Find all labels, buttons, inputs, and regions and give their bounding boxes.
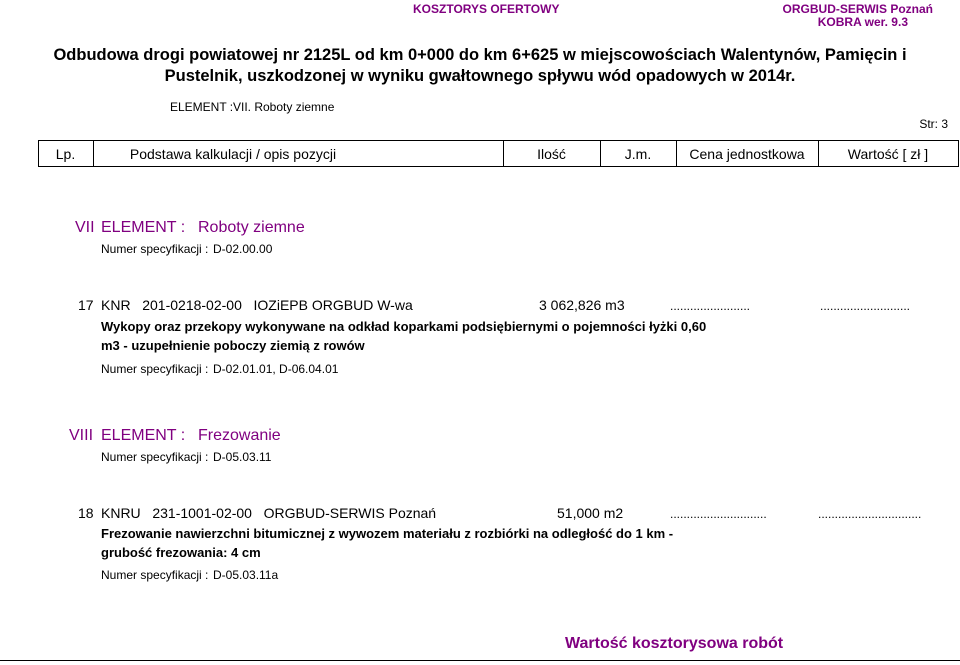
item-lp: 17 (78, 297, 94, 313)
item-description-line2: grubość frezowania: 4 cm (101, 545, 261, 560)
page-number: Str: 3 (919, 117, 948, 131)
item-value: ............................... (818, 507, 922, 521)
spec-label: Numer specyfikacji : (101, 242, 209, 256)
item-spec-label: Numer specyfikacji : (101, 568, 209, 582)
item-unit-price: ........................ (670, 299, 751, 313)
document-title-line1: Odbudowa drogi powiatowej nr 2125L od km 0+000 do km 6+625 w miejscowościach Walentynów, Pamięcin i (53, 46, 907, 64)
item-basis: KNR 201-0218-02-00 IOZiEPB ORGBUD W-wa (101, 297, 413, 313)
section-label: ELEMENT : (101, 219, 186, 236)
col-unit-price: Cena jednostkowa (689, 146, 805, 162)
header-divider (958, 140, 959, 167)
item-qty: 3 062,826 m3 (539, 297, 625, 313)
item-lp: 18 (78, 505, 94, 521)
element-label: ELEMENT : (170, 100, 234, 114)
col-unit: J.m. (624, 146, 652, 162)
item-basis: KNRU 231-1001-02-00 ORGBUD-SERWIS Poznań (101, 505, 437, 521)
element-value: VII. Roboty ziemne (233, 100, 335, 114)
col-lp: Lp. (55, 146, 76, 162)
item-value: ........................... (820, 299, 911, 313)
spec-value: D-05.03.11 (213, 450, 272, 464)
item-description-line1: Frezowanie nawierzchni bitumicznej z wywozem materiału z rozbiórki na odległość do 1 km - (101, 526, 674, 541)
footer-border (0, 660, 960, 661)
section-number: VII (75, 219, 95, 236)
item-qty: 51,000 m2 (557, 505, 624, 521)
item-description-line2: m3 - uzupełnienie poboczy ziemią z rowów (101, 338, 365, 353)
col-qty: Ilość (537, 146, 566, 162)
item-spec-label: Numer specyfikacji : (101, 362, 209, 376)
section-label: ELEMENT : (101, 427, 186, 444)
spec-value: D-02.00.00 (213, 242, 273, 256)
header-bottom-border (38, 166, 958, 167)
total-label: Wartość kosztorysowa robót (565, 635, 784, 652)
col-basis: Podstawa kalkulacji / opis pozycji (129, 146, 337, 162)
item-description-line1: Wykopy oraz przekopy wykonywane na odkład koparkami podsiębiernymi o pojemności łyżki 0,60 (101, 319, 707, 334)
item-spec-value: D-05.03.11a (213, 568, 279, 582)
spec-label: Numer specyfikacji : (101, 450, 209, 464)
section-name: Frezowanie (198, 427, 281, 444)
document-title-line2: Pustelnik, uszkodzonej w wyniku gwałtownego spływu wód opadowych w 2014r. (164, 67, 796, 85)
section-number: VIII (69, 427, 94, 444)
header-top-border (38, 140, 958, 141)
col-value: Wartość [ zł ] (847, 146, 929, 162)
item-unit-price: ............................. (670, 507, 767, 521)
program-version: KOBRA wer. 9.3 (817, 15, 908, 29)
item-spec-value: D-02.01.01, D-06.04.01 (213, 362, 339, 376)
company-name: ORGBUD-SERWIS Poznań (782, 2, 933, 16)
section-name: Roboty ziemne (198, 219, 305, 236)
program-name: KOSZTORYS OFERTOWY (413, 2, 560, 16)
